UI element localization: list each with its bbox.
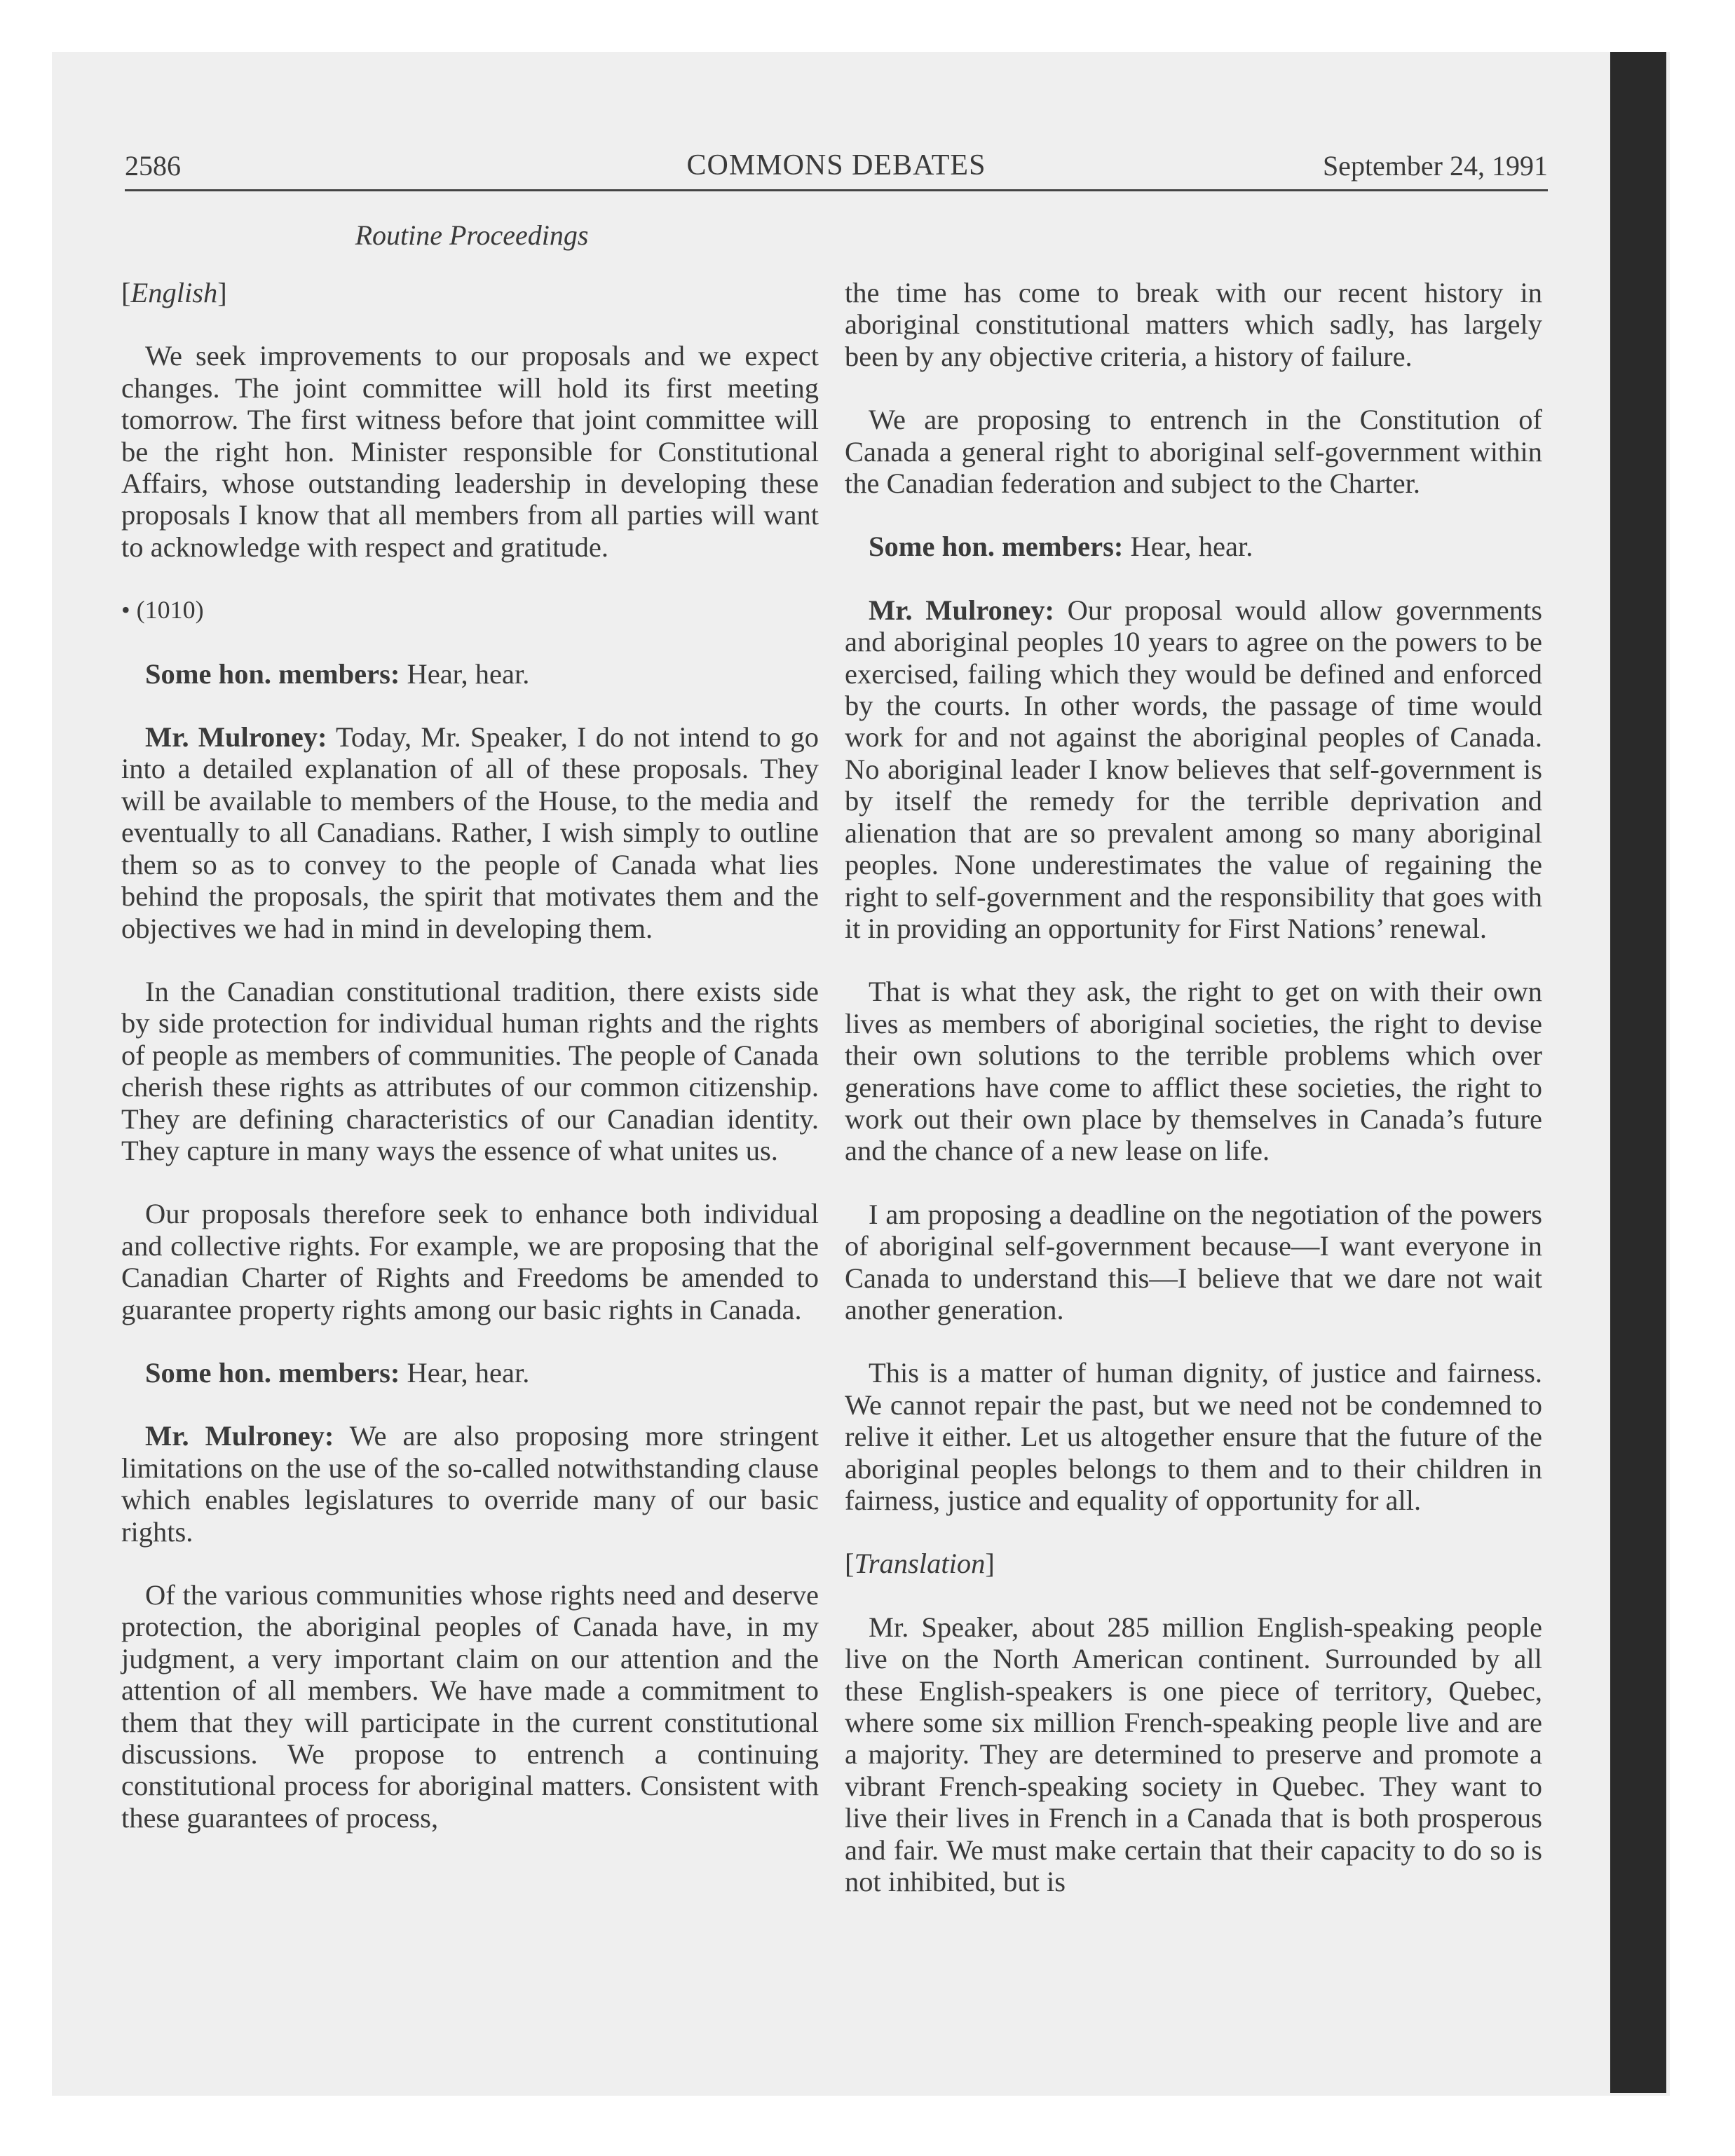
speech (845, 594, 1542, 944)
speaker-name: Some hon. members: (869, 531, 1124, 563)
speaker-name: Mr. Mulroney: (145, 721, 327, 753)
paragraph: Mr. Speaker, about 285 million English-speaking people live on the North American continent. Surrounded by all these English-speakers is one piece of territory, Quebec, where some six million French-speaking people live and are a majority. They are determined to preserve and promote a vibrant French-speaking society in Quebec. They want to live their lives in French in a Canada that is both prosperous and fair. We must make certain that their capacity to do so is not inhibited, but is (845, 1611, 1542, 1898)
paragraph: I am proposing a deadline on the negotiation of the powers of aboriginal self-government because—I want everyone in Canada to understand this—I believe that we dare not wait another generation. (845, 1198, 1542, 1325)
speaker-name: Some hon. members: (145, 657, 400, 690)
language-note: [English] (121, 277, 227, 308)
speech (121, 1420, 819, 1548)
debate-date: September 24, 1991 (1322, 150, 1548, 182)
paragraph: In the Canadian constitutional tradition, there exists side by side protection for individual human rights and the rights of people as members of communities. The people of Canada cherish these rights as attributes of our common citizenship. They are defining characteristics of our Canadian identity. They capture in many ways the essence of what unites us. (121, 975, 819, 1166)
page-number: 2586 (125, 150, 181, 182)
speech (121, 721, 819, 944)
interjection (121, 1357, 819, 1389)
section-title: Routine Proceedings (355, 219, 589, 251)
speech-text: We are also proposing more stringent limitations on the use of the so-called notwithstanding clause which enables legislatures to override many of our basic rights. (121, 1420, 819, 1548)
right-column (845, 277, 1542, 1929)
left-column (121, 277, 819, 1865)
language-note: [Translation] (845, 1548, 995, 1580)
speaker-name: Mr. Mulroney: (869, 594, 1054, 626)
paragraph: This is a matter of human dignity, of justice and fairness. We cannot repair the past, but we need not be condemned to relive it either. Let us altogether ensure that the future of the aboriginal peoples belongs to them and to their children in fairness, justice and equality of opportunity for all. (845, 1357, 1542, 1516)
paragraph-continued: the time has come to break with our recent history in aboriginal constitutional matters which sadly, has largely been by any objective criteria, a history of failure. (845, 277, 1542, 372)
scan-edge (1610, 52, 1666, 2093)
speech-text: Hear, hear. (407, 657, 530, 690)
paragraph: We are proposing to entrench in the Constitution of Canada a general right to aboriginal self-government within the Canadian federation and subject to the Charter. (845, 404, 1542, 500)
speech-text: Hear, hear. (1130, 531, 1253, 563)
speech-text: Today, Mr. Speaker, I do not intend to go into a detailed explanation of all of these proposals. They will be available to members of the House, to the media and eventually to all Canadians. Rather, I wish simply to outline them so as to convey to the people of Canada what lies behind the proposals, the spirit that motivates them and the objectives we had in mind in developing them. (121, 721, 819, 944)
page-header (125, 140, 1548, 191)
speech-text: Our proposal would allow governments and aboriginal peoples 10 years to agree on the powers to be exercised, failing which they would be defined and enforced by the courts. In other words, the passage of time would work for and not against the aboriginal peoples of Canada. No aboriginal leader I know believes that self-government is by itself the remedy for the terrible deprivation and alienation that are so prevalent among so many aboriginal peoples. None underestimates the value of regaining the right to self-government and the responsibility that goes with it in providing an opportunity for First Nations’ renewal. (845, 594, 1542, 944)
paragraph: We seek improvements to our proposals and we expect changes. The joint committee will hold its first meeting tomorrow. The first witness before that joint committee will be the right hon. Minister responsible for Constitutional Affairs, whose outstanding leadership in developing these proposals I know that all members from all parties will want to acknowledge with respect and gratitude. (121, 340, 819, 563)
paragraph: Of the various communities whose rights need and deserve protection, the aboriginal peoples of Canada have, in my judgment, a very important claim on our attention and the attention of all members. We have made a commitment to them that they will participate in the current constitutional discussions. We propose to entrench a continuing constitutional process for aboriginal matters. Consistent with these guarantees of process, (121, 1579, 819, 1834)
speaker-name: Mr. Mulroney: (145, 1420, 334, 1452)
time-marker: • (1010) (121, 596, 204, 625)
speaker-name: Some hon. members: (145, 1356, 400, 1389)
interjection (845, 531, 1542, 562)
speech-text: Hear, hear. (407, 1356, 530, 1389)
paragraph: Our proposals therefore seek to enhance both individual and collective rights. For example, we are proposing that the Canadian Charter of Rights and Freedoms be amended to guarantee property rights among our basic rights in Canada. (121, 1198, 819, 1325)
interjection (121, 658, 819, 690)
paragraph: That is what they ask, the right to get on with their own lives as members of aboriginal societies, the right to devise their own solutions to the terrible problems which over generations have come to afflict these societies, the right to work out their own place by themselves in Canada’s future and the chance of a new lease on life. (845, 976, 1542, 1167)
publication-title: COMMONS DEBATES (686, 149, 986, 182)
